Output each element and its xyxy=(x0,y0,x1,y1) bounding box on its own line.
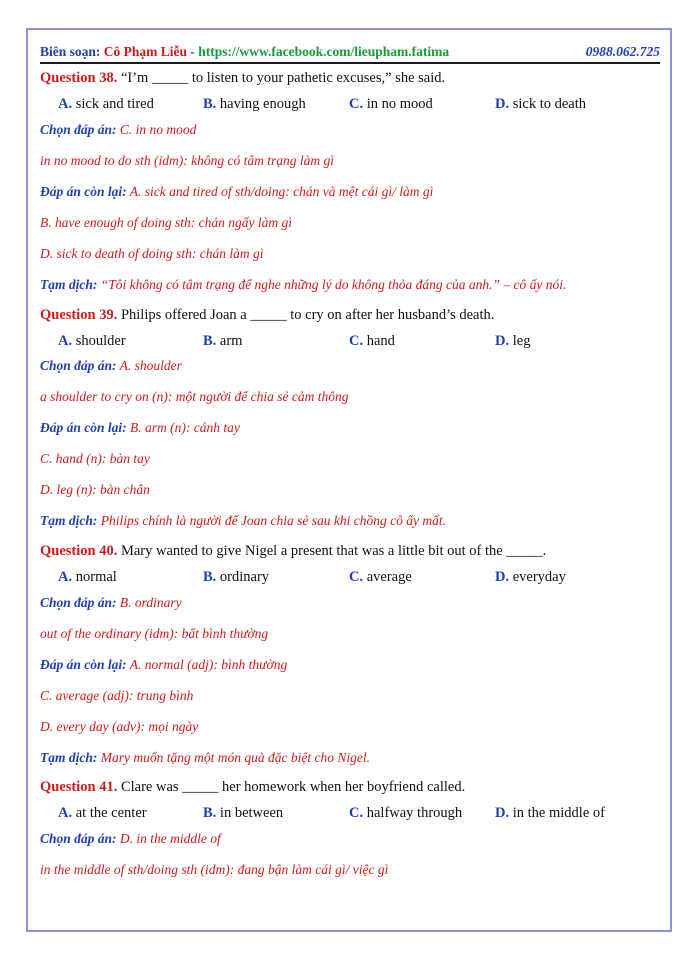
question-39 xyxy=(40,307,494,324)
option-text: halfway through xyxy=(366,805,463,821)
option-letter: B. xyxy=(203,805,217,821)
question-label: Question 41. xyxy=(40,779,118,795)
option-letter: A. xyxy=(58,569,73,585)
option-d[interactable] xyxy=(495,333,530,350)
option-a[interactable] xyxy=(58,805,147,822)
question-41 xyxy=(40,779,465,796)
option-text: ordinary xyxy=(219,569,270,585)
others-line: C. average (adj): trung bình xyxy=(40,688,194,703)
option-letter: C. xyxy=(349,569,364,585)
translation-text: Mary muốn tặng một món quà đặc biệt cho Nigel. xyxy=(100,750,370,765)
option-letter: A. xyxy=(58,96,73,112)
question-38 xyxy=(40,70,445,87)
answer-text: B. ordinary xyxy=(119,595,182,610)
others-text: A. normal (adj): bình thường xyxy=(129,657,288,672)
option-letter: B. xyxy=(203,569,217,585)
option-text: hand xyxy=(366,333,395,349)
answer-text: D. in the middle of xyxy=(119,831,221,846)
option-text: leg xyxy=(512,333,531,349)
others-text: A. sick and tired of sth/doing: chán và mệt cái gì/ làm gì xyxy=(129,184,434,199)
option-letter: B. xyxy=(203,333,217,349)
translation-line xyxy=(40,750,370,766)
explanation-line: in the middle of sth/doing sth (idm): đang bận làm cái gì/ việc gì xyxy=(40,862,389,877)
option-letter: C. xyxy=(349,333,364,349)
question-text: Mary wanted to give Nigel a present that was a little bit out of the _____. xyxy=(120,543,547,559)
others-line: D. sick to death of doing sth: chán làm gì xyxy=(40,246,264,261)
answer-text: A. shoulder xyxy=(119,358,182,373)
others-line xyxy=(40,184,433,200)
question-text: Clare was _____ her homework when her boyfriend called. xyxy=(120,779,466,795)
option-text: shoulder xyxy=(75,333,126,349)
option-text: sick and tired xyxy=(75,96,154,112)
option-text: having enough xyxy=(219,96,306,112)
others-line: D. every day (adv): mọi ngày xyxy=(40,719,199,734)
others-text: B. arm (n): cánh tay xyxy=(130,420,240,435)
others-label: Đáp án còn lại: xyxy=(40,657,127,672)
option-letter: B. xyxy=(203,96,217,112)
option-a[interactable] xyxy=(58,96,154,113)
option-b[interactable] xyxy=(203,805,283,822)
question-label: Question 40. xyxy=(40,543,118,559)
translation-label: Tạm dịch: xyxy=(40,513,98,528)
option-c[interactable] xyxy=(349,805,462,822)
translation-label: Tạm dịch: xyxy=(40,750,98,765)
option-b[interactable] xyxy=(203,569,269,586)
option-letter: C. xyxy=(349,805,364,821)
header-separator: - xyxy=(190,44,195,59)
option-letter: A. xyxy=(58,333,73,349)
option-b[interactable] xyxy=(203,333,242,350)
option-text: average xyxy=(366,569,412,585)
option-d[interactable] xyxy=(495,96,586,113)
option-text: everyday xyxy=(512,569,566,585)
author-label: Biên soạn: xyxy=(40,44,101,59)
explanation-line: in no mood to do sth (idm): không có tâm trạng làm gì xyxy=(40,153,334,168)
answer-line xyxy=(40,122,196,138)
option-d[interactable] xyxy=(495,569,566,586)
option-c[interactable] xyxy=(349,569,412,586)
facebook-link[interactable]: https://www.facebook.com/lieupham.fatima xyxy=(198,44,450,59)
others-line: D. leg (n): bàn chân xyxy=(40,482,150,497)
others-line: B. have enough of doing sth: chán ngấy làm gì xyxy=(40,215,292,230)
header-rule xyxy=(40,62,660,64)
option-text: in the middle of xyxy=(512,805,605,821)
translation-line xyxy=(40,513,446,529)
question-text: Philips offered Joan a _____ to cry on after her husband’s death. xyxy=(120,307,495,323)
answer-line xyxy=(40,358,182,374)
option-letter: D. xyxy=(495,333,510,349)
answer-label: Chọn đáp án: xyxy=(40,358,117,373)
question-label: Question 39. xyxy=(40,307,118,323)
option-text: in between xyxy=(219,805,284,821)
answer-text: C. in no mood xyxy=(119,122,197,137)
option-letter: D. xyxy=(495,569,510,585)
option-b[interactable] xyxy=(203,96,306,113)
others-line xyxy=(40,420,240,436)
option-text: arm xyxy=(219,333,243,349)
answer-line xyxy=(40,595,182,611)
option-a[interactable] xyxy=(58,569,117,586)
option-c[interactable] xyxy=(349,96,433,113)
translation-line xyxy=(40,277,566,293)
option-letter: A. xyxy=(58,805,73,821)
option-text: normal xyxy=(75,569,117,585)
option-c[interactable] xyxy=(349,333,395,350)
option-a[interactable] xyxy=(58,333,126,350)
question-text: “I’m _____ to listen to your pathetic excuses,” she said. xyxy=(120,70,446,86)
option-text: sick to death xyxy=(512,96,587,112)
others-line xyxy=(40,657,287,673)
page-header xyxy=(40,44,660,64)
translation-text: Philips chính là người để Joan chia sẻ sau khi chồng cô ấy mất. xyxy=(100,513,447,528)
explanation-line: a shoulder to cry on (n): một người để chia sẻ cảm thông xyxy=(40,389,349,404)
option-text: in no mood xyxy=(366,96,433,112)
answer-line xyxy=(40,831,221,847)
option-letter: C. xyxy=(349,96,364,112)
others-label: Đáp án còn lại: xyxy=(40,420,127,435)
option-letter: D. xyxy=(495,96,510,112)
option-letter: D. xyxy=(495,805,510,821)
question-40 xyxy=(40,543,546,560)
phone-number: 0988.062.725 xyxy=(585,44,660,59)
others-line: C. hand (n): bàn tay xyxy=(40,451,150,466)
author-name: Cô Phạm Liễu xyxy=(103,44,188,59)
translation-text: “Tôi không có tâm trạng để nghe những lý do không thỏa đáng của anh.” – cô ấy nói. xyxy=(100,277,567,292)
question-label: Question 38. xyxy=(40,70,118,86)
answer-label: Chọn đáp án: xyxy=(40,831,117,846)
explanation-line: out of the ordinary (idm): bất bình thường xyxy=(40,626,269,641)
option-d[interactable] xyxy=(495,805,605,822)
others-label: Đáp án còn lại: xyxy=(40,184,127,199)
option-text: at the center xyxy=(75,805,147,821)
translation-label: Tạm dịch: xyxy=(40,277,98,292)
answer-label: Chọn đáp án: xyxy=(40,595,117,610)
answer-label: Chọn đáp án: xyxy=(40,122,117,137)
